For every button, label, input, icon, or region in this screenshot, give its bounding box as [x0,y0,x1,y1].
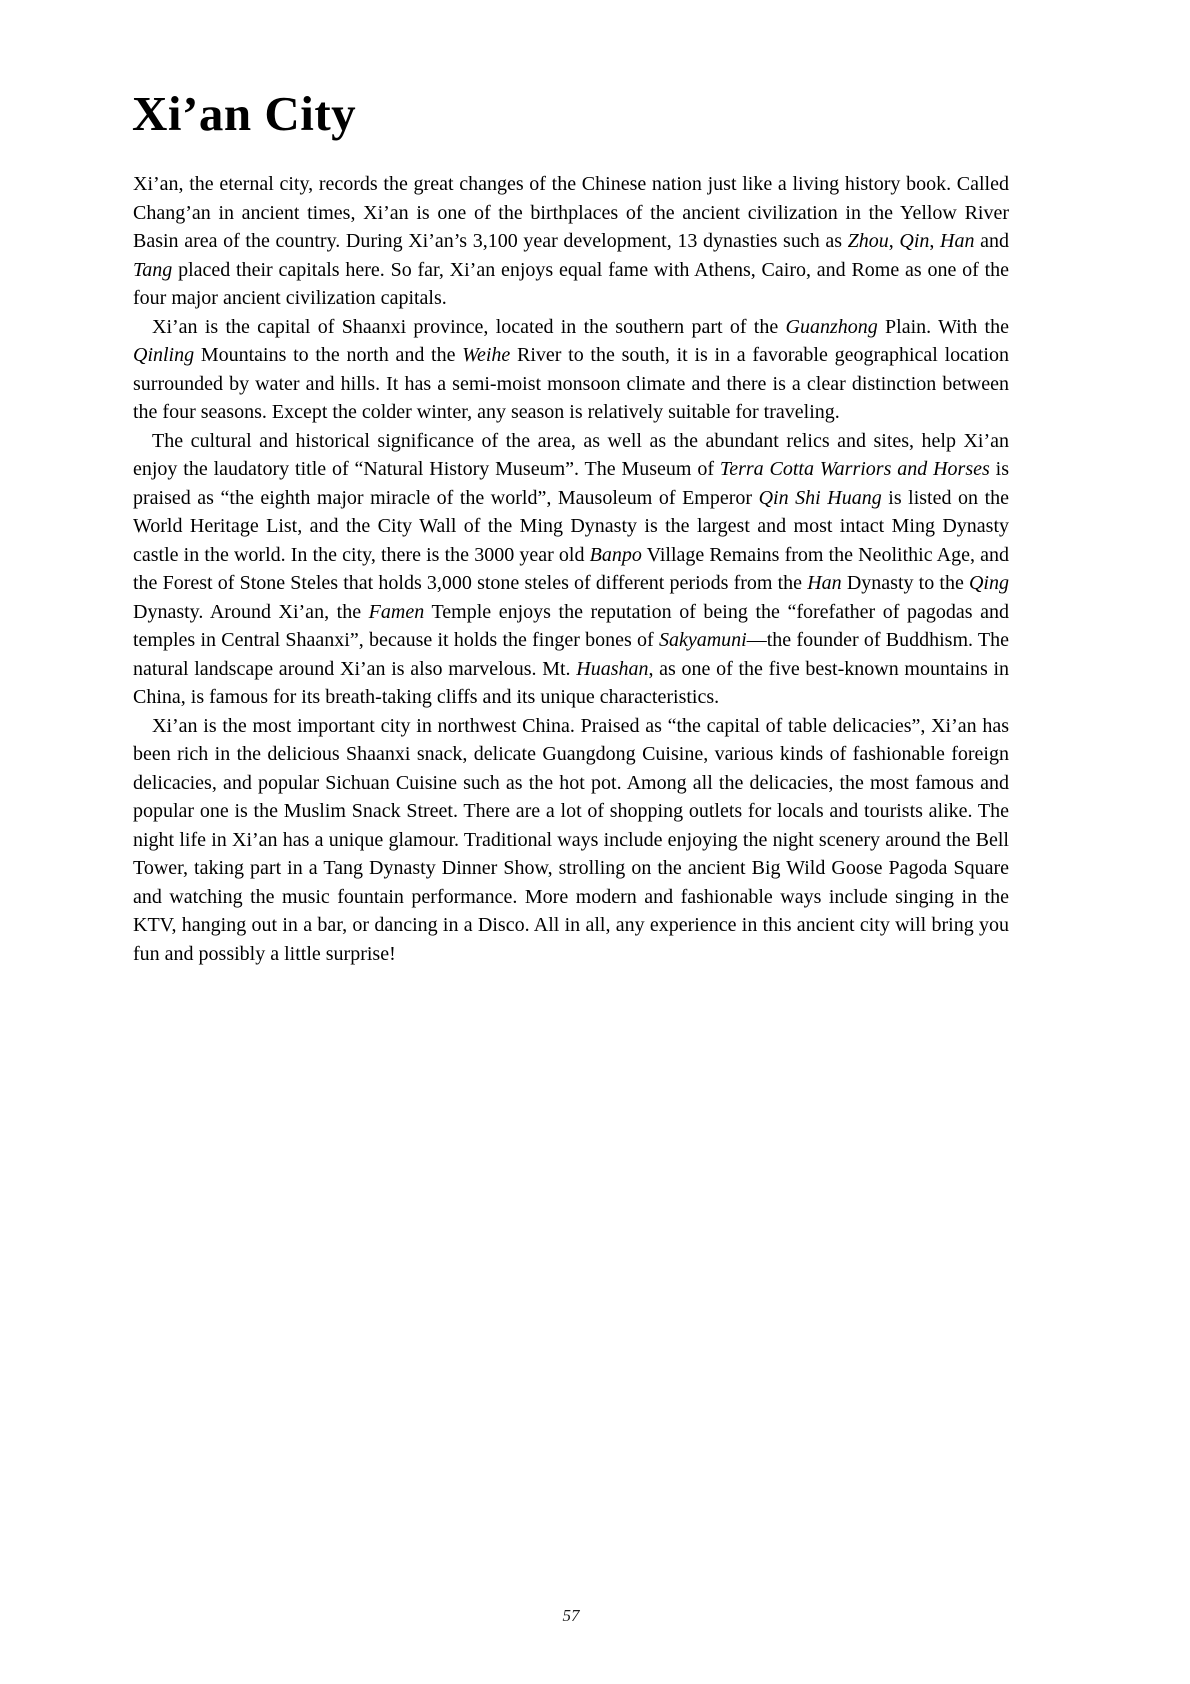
text-run: , [929,230,941,252]
text-run: , [888,230,900,252]
text-run: Xi’an is the capital of Shaanxi province, located in the southern part of the [152,315,786,338]
paragraph [133,712,1009,969]
italic-run: Huashan [576,657,649,680]
page-title: Xi’an City [132,86,357,141]
italic-run: Tang [133,258,173,281]
italic-run: Qinling [133,344,195,366]
text-run: is praised as “the eighth major miracle of the world”, Mausoleum of Emperor [133,458,1009,509]
text-run: is listed on the World Heritage List, and the City Wall of the Ming Dynasty is the largest and most intact Ming Dynasty castle in the world. In the city, there is the 3000 year old [133,486,1010,566]
italic-run: Guanzhong [785,315,878,338]
text-run: Village Remains from the Neolithic Age, and the Forest of Stone Steles that holds 3,000 stone steles of different periods from the [133,543,1009,594]
text-run: Mountains to the north and the [194,344,463,366]
italic-run: Banpo [589,543,642,566]
italic-run: Qing [968,572,1009,594]
text-run: —the founder of Buddhism. The natural landscape around Xi’an is also marvelous. Mt. [133,629,1009,680]
text-run: placed their capitals here. So far, Xi’an enjoys equal fame with Athens, Cairo, and Rome as one of the four major ancient civilization capitals. [133,258,1009,309]
italic-run: Qin [899,230,930,252]
paragraph [133,313,1009,427]
text-run: and [974,230,1009,252]
page-number: 57 [562,1606,580,1625]
italic-run: Famen [368,600,425,623]
text-run: , as one of the five best-known mountains in China, is famous for its breath-taking cliffs and its unique characteristics. [133,657,1010,708]
italic-run: Qin Shi Huang [758,486,882,509]
text-run: Xi’an, the eternal city, records the great changes of the Chinese nation just like a living history book. Called Chang’an in ancient times, Xi’an is one of the birthplaces of the ancient civilization in the Yellow River Basin area of the country. During Xi’an’s 3,100 year development, 13 dynasties such as [133,173,1009,252]
text-run: Plain. With the [877,315,1009,338]
italic-run: Zhou [847,230,889,252]
italic-run: Weihe [462,344,511,366]
text-run: The cultural and historical significance of the area, as well as the abundant relics and sites, help Xi’an enjoy the laudatory title of “Natural History Museum”. The Museum of [133,429,1009,480]
paragraph [133,427,1009,712]
text-run: Xi’an is the most important city in northwest China. Praised as “the capital of table delicacies”, Xi’an has been rich in the delicious Shaanxi snack, delicate Guangdong Cuisine, various kinds of fashionable foreign delicacies, and popular Sichuan Cuisine such as the hot pot. Among all the delicacies, the most famous and popular one is the Muslim Snack Street. There are a lot of shopping outlets for locals and tourists alike. The night life in Xi’an has a unique glamour. Traditional ways include enjoying the night scenery around the Bell Tower, taking part in a Tang Dynasty Dinner Show, strolling on the ancient Big Wild Goose Pagoda Square and watching the music fountain performance. More modern and fashionable ways include singing in the KTV, hanging out in a bar, or dancing in a Disco. All in all, any experience in this ancient city will bring you fun and possibly a little surprise! [133,714,1009,965]
text-run: Dynasty. Around Xi’an, the [133,600,369,623]
italic-run: Terra Cotta Warriors and Horses [719,458,990,480]
italic-run: Sakyamuni [658,629,747,651]
italic-run: Han [940,230,975,252]
text-run: Dynasty to the [841,572,969,594]
paragraph [133,170,1009,313]
text-run: Temple enjoys the reputation of being the “forefather of pagodas and temples in Central Shaanxi”, because it holds the finger bones of [133,600,1009,651]
italic-run: Han [807,572,842,594]
article-body [133,170,1009,968]
text-run: River to the south, it is in a favorable geographical location surrounded by water and hills. It has a semi-moist monsoon climate and there is a clear distinction between the four seasons. Except the colder winter, any season is relatively suitable for traveling. [133,344,1009,423]
